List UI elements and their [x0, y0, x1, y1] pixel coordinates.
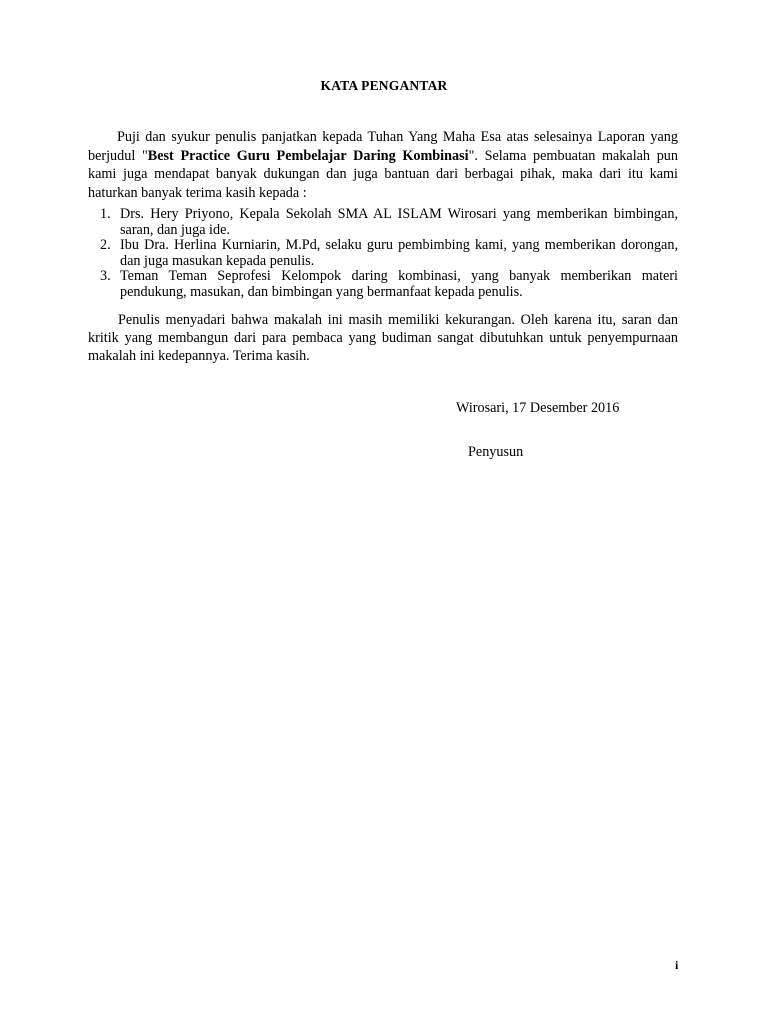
list-item — [88, 207, 678, 238]
page-number: i — [675, 958, 679, 972]
place-date: Wirosari, 17 Desember 2016 — [456, 400, 620, 416]
closing-paragraph: Penulis menyadari bahwa makalah ini masih memiliki kekurangan. Oleh karena itu, saran dan kritik yang membangun dari para pembaca yang budiman sangat dibutuhkan untuk penyempurnaan makalah ini kedepannya. Terima kasih. — [88, 312, 678, 364]
signer-label: Penyusun — [468, 444, 524, 460]
list-item-number: 3. — [100, 268, 111, 285]
list-item — [88, 238, 678, 269]
page-title: KATA PENGANTAR — [320, 78, 448, 93]
list-item-text: Drs. Hery Priyono, Kepala Sekolah SMA AL ISLAM Wirosari yang memberikan bimbingan, saran, dan juga ide. — [120, 206, 678, 238]
list-item-number: 1. — [100, 206, 111, 222]
thanks-list — [88, 207, 678, 301]
list-item — [88, 269, 678, 300]
intro-text-start: Puji dan syukur penulis panjatkan kepada Tuhan Yang Maha Esa atas selesainya Laporan yang berjudul " — [88, 129, 678, 164]
list-item-text: Ibu Dra. Herlina Kurniarin, M.Pd, selaku guru pembimbing kami, yang memberikan dorongan, dan juga masukan kepada penulis. — [120, 237, 678, 269]
report-title: Best Practice Guru Pembelajar Daring Kombinasi — [147, 147, 469, 164]
intro-text-end: ". Selama pembuatan makalah pun kami juga mendapat banyak dukungan dan juga bantuan dari berbagai pihak, maka dari itu kami haturkan banyak terima kasih kepada : — [88, 147, 678, 201]
intro-paragraph — [88, 128, 678, 202]
list-item-number: 2. — [100, 237, 111, 254]
list-item-text: Teman Teman Seprofesi Kelompok daring kombinasi, yang banyak memberikan materi pendukung, masukan, dan bimbingan yang bermanfaat kepada penulis. — [120, 268, 678, 300]
